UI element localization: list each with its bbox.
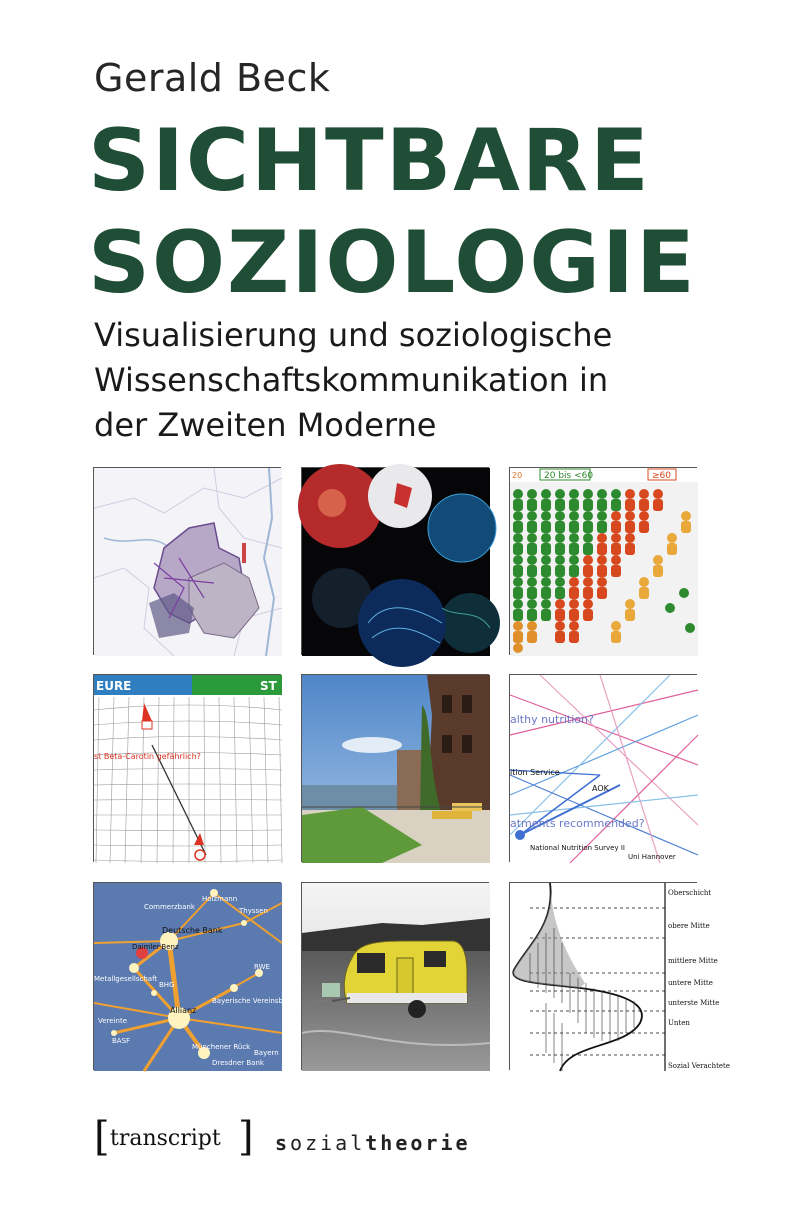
- building-photo-image: [302, 675, 490, 863]
- tile4-header-right: ST: [260, 679, 277, 693]
- publisher-name: transcript: [110, 1126, 221, 1151]
- grid-diagram-image: [94, 675, 282, 863]
- tile7-node-dresdner: Dresdner Bank: [212, 1059, 264, 1067]
- tile6-label-service: ition Service: [510, 768, 560, 777]
- title-line-2: SOZIOLOGIE: [88, 213, 697, 313]
- company-network-image: [94, 883, 287, 1071]
- tile-distribution-diagram: [509, 882, 730, 1070]
- network-lines-image: [510, 675, 698, 863]
- tile9-row3: mittlere Mitte: [668, 957, 718, 965]
- tile-globes: [301, 467, 489, 655]
- tile-people-chart: [509, 467, 697, 655]
- tile-network-lines: [509, 674, 697, 862]
- tile3-label-middle: 20 bis <60: [544, 471, 594, 481]
- tile-building-photo: [301, 674, 489, 862]
- map-image: [94, 468, 282, 656]
- series-name: [275, 1131, 471, 1155]
- publisher-bracket-left: [: [94, 1114, 110, 1160]
- tile7-node-munchener: Münchener Rück: [192, 1043, 251, 1051]
- tile-map: [93, 467, 281, 655]
- tile7-node-thyssen: Thyssen: [239, 907, 268, 915]
- tile9-row6: Unten: [668, 1019, 690, 1027]
- tile7-node-allianz: Allianz: [170, 1006, 197, 1015]
- tile7-node-vereine: Vereinte: [98, 1017, 128, 1025]
- tile6-label-question2: atments recommended?: [510, 817, 645, 830]
- tile7-node-bayern: Bayern: [254, 1049, 279, 1057]
- tile7-node-rwe: RWE: [254, 963, 270, 971]
- tile7-node-metall: Metallgesellschaft: [94, 975, 158, 983]
- tile3-label-right: ≥60: [652, 471, 671, 481]
- publisher-bracket-right: ]: [238, 1114, 254, 1160]
- tile9-row2: obere Mitte: [668, 922, 710, 930]
- people-chart-image: [510, 468, 698, 656]
- caravan-photo-image: [302, 883, 490, 1071]
- tile6-label-uni: Uni Hannover: [628, 853, 676, 861]
- tile9-row7: Sozial Verachtete: [668, 1062, 730, 1070]
- subtitle-line-1: Visualisierung und soziologische: [94, 316, 613, 354]
- tile9-row1: Oberschicht: [668, 889, 712, 897]
- tile3-label-left: 20: [512, 471, 523, 480]
- subtitle-line-3: der Zweiten Moderne: [94, 406, 437, 444]
- subtitle-line-2: Wissenschaftskommunikation in: [94, 361, 609, 399]
- tile4-annotation: st Beta-Carotin gefährlich?: [94, 752, 201, 761]
- series-bold-theorie: theorie: [365, 1131, 471, 1155]
- tile7-node-holzmann: Holzmann: [202, 895, 238, 903]
- series-part-ozial: ozial: [290, 1131, 366, 1155]
- tile9-row5: unterste Mitte: [668, 999, 720, 1007]
- image-grid: [93, 467, 730, 1073]
- tile4-header-left: EURE: [96, 679, 132, 693]
- tile-company-network: [93, 882, 287, 1070]
- distribution-diagram-image: [510, 883, 730, 1071]
- series-bold-s: s: [275, 1131, 291, 1155]
- tile7-node-vereinsbank: Bayerische Vereinsbk: [212, 997, 287, 1005]
- tile-caravan-photo: [301, 882, 489, 1070]
- tile7-node-bhf: BHG: [159, 981, 175, 989]
- tile6-label-question1: althy nutrition?: [510, 713, 594, 726]
- author-name: Gerald Beck: [94, 56, 331, 100]
- tile6-label-aok: AOK: [592, 784, 609, 793]
- tile7-node-deutsche-bank: Deutsche Bank: [162, 926, 223, 935]
- tile6-label-survey: National Nutrition Survey II: [530, 844, 625, 852]
- tile7-node-commerzbank: Commerzbank: [144, 903, 195, 911]
- title-line-1: SICHTBARE: [88, 111, 651, 211]
- tile7-node-basf: BASF: [112, 1037, 131, 1045]
- tile9-row4: untere Mitte: [668, 979, 713, 987]
- tile-grid-diagram: [93, 674, 281, 862]
- tile7-node-daimler: Daimler-Benz: [132, 943, 179, 951]
- globes-image: [302, 468, 490, 656]
